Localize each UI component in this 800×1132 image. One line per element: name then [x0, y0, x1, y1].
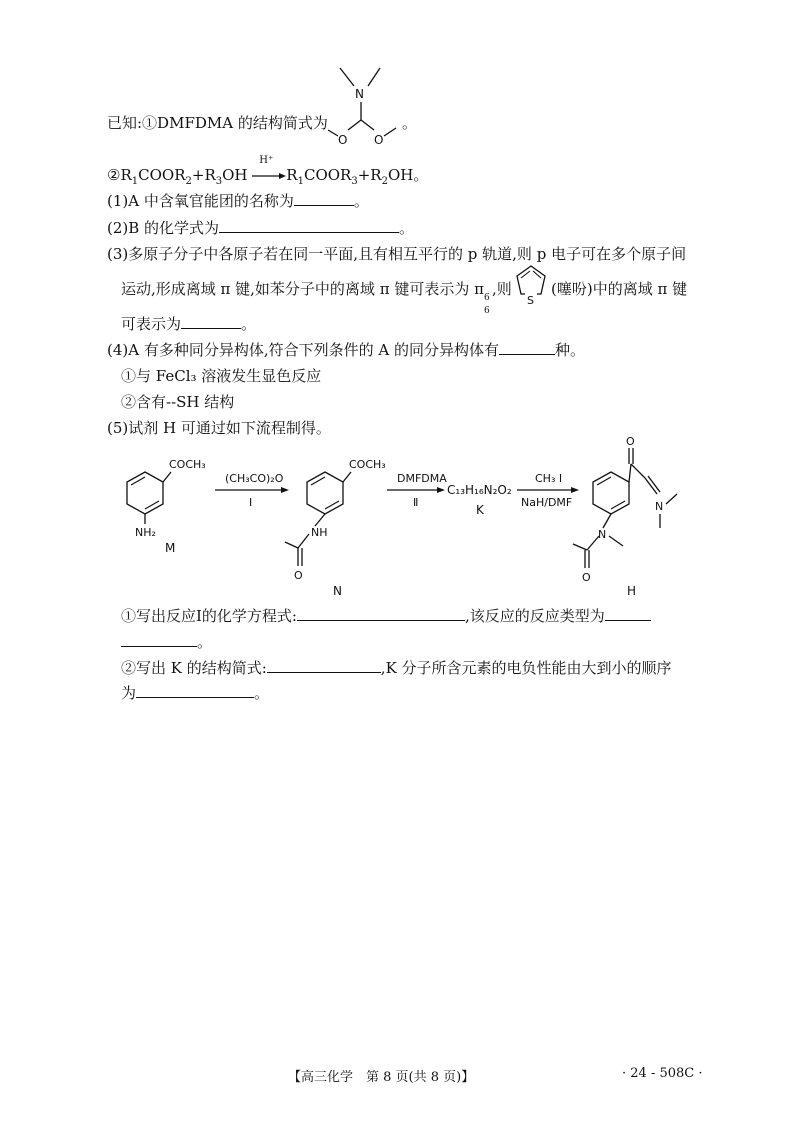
compound-n [285, 458, 386, 598]
thiophene-s: S [527, 294, 534, 307]
question-4-cond1: ①与 FeCl₃ 溶液发生显色反应 [121, 367, 322, 385]
question-3-line1: (3)多原子分子中各原子若在同一平面,且有相互平行的 p 轨道,则 p 电子可在多个原子间 [107, 245, 687, 263]
h-amide-o: O [582, 571, 591, 584]
question-5-2: ②写出 K 的结构简式: ,K 分子所含元素的电负性能由大到小的顺序 [121, 659, 672, 677]
answer-blank-5-1-type-a[interactable] [605, 606, 651, 621]
answer-blank-5-1-type-b[interactable] [121, 632, 197, 647]
m-label: M [165, 541, 176, 555]
h-carbonyl-o: O [626, 435, 635, 448]
arrow2-step: Ⅱ [413, 496, 419, 509]
page-footer: 【高三化学 第 8 页(共 8 页)】 [288, 1070, 475, 1085]
known-prefix: 已知:①DMFDMA 的结构简式为 [107, 114, 328, 132]
synthesis-scheme [115, 432, 700, 604]
answer-blank-5-2-structure[interactable] [267, 658, 381, 673]
h-enamine-n: N [655, 500, 664, 513]
answer-blank-1[interactable] [294, 191, 354, 206]
question-5: (5)试剂 H 可通过如下流程制得。 [107, 419, 331, 437]
question-5-2-cont: 为 。 [121, 684, 270, 702]
m-substituent: COCH₃ [169, 458, 206, 471]
arrow-step-1 [215, 472, 289, 509]
question-3-line3: 可表示为 。 [121, 315, 257, 333]
reaction-arrow [252, 171, 286, 181]
question-1: (1)A 中含氧官能团的名称为 。 [107, 192, 369, 210]
arrow1-reagent: (CH₃CO)₂O [225, 472, 284, 485]
known-intro [107, 112, 328, 134]
dmfdma-structure [318, 58, 408, 158]
answer-blank-2[interactable] [219, 218, 399, 233]
arrow3-conditions: NaH/DMF [521, 496, 573, 509]
answer-blank-4[interactable] [499, 340, 555, 355]
answer-blank-5-2-order[interactable] [136, 683, 254, 698]
dmfdma-o1: O [338, 133, 348, 147]
answer-blank-3[interactable] [181, 314, 241, 329]
dmfdma-o2: O [374, 133, 384, 147]
answer-blank-5-1-equation[interactable] [297, 606, 465, 621]
compound-m [127, 458, 206, 555]
n-substituent: COCH₃ [349, 458, 386, 471]
k-label: K [476, 503, 484, 517]
n-label: N [333, 584, 342, 598]
arrow3-reagent: CH₃ I [535, 472, 563, 485]
arrow2-reagent: DMFDMA [397, 472, 447, 485]
arrow-step-3 [517, 472, 579, 509]
arrow-step-2 [387, 472, 447, 509]
question-2: (2)B 的化学式为 。 [107, 219, 415, 237]
catalyst-label: H⁺ [259, 155, 274, 166]
thiophene-structure [511, 262, 551, 308]
m-amine: NH₂ [135, 526, 156, 539]
question-4: (4)A 有多种同分异构体,符合下列条件的 A 的同分异构体有 种。 [107, 341, 586, 359]
compound-h [573, 435, 677, 598]
arrow1-step: Ⅰ [249, 496, 253, 509]
h-amide-n: N [598, 528, 607, 541]
question-4-cond2: ②含有--SH 结构 [121, 393, 235, 411]
reaction-2: $②R_1COOR_2+R_3OH$ H⁺ $R_1COOR_3+R_2OH$。 [107, 164, 428, 193]
question-3-line2: 运动,形成离域 π 键,如苯分子中的离域 π 键可表示为 π 6 6 ,则 [121, 280, 512, 316]
question-5-1-cont: 。 [121, 631, 212, 653]
question-5-1: ①写出反应Ⅰ的化学方程式: ,该反应的反应类型为 [121, 605, 651, 627]
n-nh: NH [311, 526, 328, 539]
h-label: H [627, 584, 637, 598]
n-o: O [294, 569, 303, 582]
k-formula: C₁₃H₁₆N₂O₂ [447, 483, 512, 497]
dmfdma-n: N [355, 87, 364, 101]
question-3-line2-end: (噻吩)中的离域 π 键 [551, 280, 688, 298]
exam-code: · 24 - 508C · [622, 1066, 703, 1081]
known-suffix: 。 [402, 114, 418, 132]
